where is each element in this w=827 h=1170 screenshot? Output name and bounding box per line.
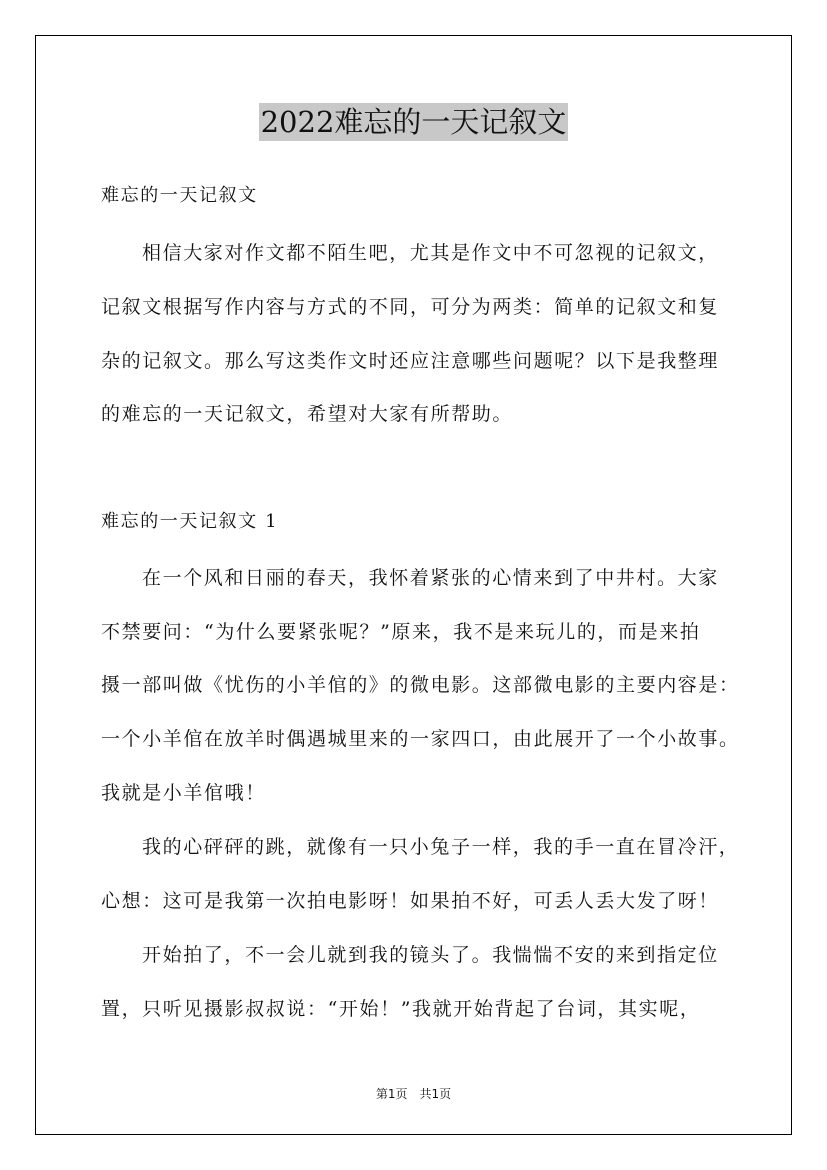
paragraph-line: 的难忘的一天记叙文，希望对大家有所帮助。 <box>101 403 514 425</box>
document-title-block <box>0 100 827 141</box>
paragraph-line: 在一个风和日丽的春天，我怀着紧张的心情来到了中井村。大家 <box>142 567 719 589</box>
paragraph-line: 开始拍了，不一会儿就到我的镜头了。我惴惴不安的来到指定位 <box>142 944 719 966</box>
paragraph-line: 心想：这可是我第一次拍电影呀！如果拍不好，可丢人丢大发了呀！ <box>101 890 720 912</box>
paragraph-line: 记叙文根据写作内容与方式的不同，可分为两类：简单的记叙文和复 <box>101 296 720 318</box>
document-title: 2022难忘的一天记叙文 <box>260 105 567 139</box>
paragraph-line: 我的心砰砰的跳，就像有一只小兔子一样，我的手一直在冒冷汗， <box>142 836 740 858</box>
paragraph-line: 不禁要问：“为什么要紧张呢？”原来，我不是来玩儿的，而是来拍 <box>101 621 701 643</box>
paragraph-line: 相信大家对作文都不陌生吧，尤其是作文中不可忽视的记叙文， <box>142 242 719 264</box>
page-number: 第1页 共1页 <box>375 1087 452 1101</box>
paragraph-line: 杂的记叙文。那么写这类作文时还应注意哪些问题呢？以下是我整理 <box>101 350 720 372</box>
section-heading: 难忘的一天记叙文 1 <box>101 511 279 532</box>
section-heading: 难忘的一天记叙文 <box>101 185 258 206</box>
paragraph-line: 置，只听见摄影叔叔说：“开始！”我就开始背起了台词，其实呢， <box>101 998 701 1020</box>
paragraph-line: 我就是小羊倌哦！ <box>101 782 266 804</box>
page-footer <box>0 1085 827 1102</box>
paragraph-line: 摄一部叫做《忧伤的小羊倌的》的微电影。这部微电影的主要内容是： <box>101 674 740 696</box>
paragraph-line: 一个小羊倌在放羊时偶遇城里来的一家四口，由此展开了一个小故事。 <box>101 728 740 750</box>
